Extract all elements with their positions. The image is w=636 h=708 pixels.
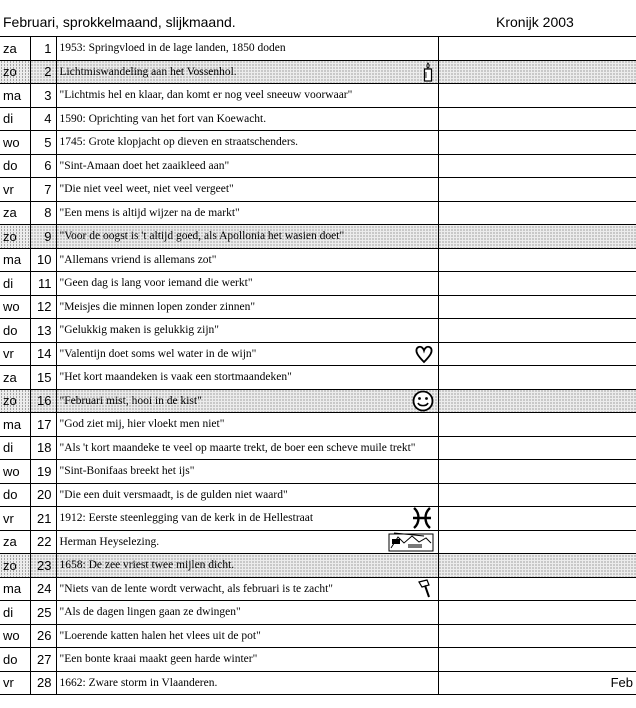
- day-row: [0, 601, 636, 625]
- notes-cell: [438, 84, 636, 108]
- day-entry: [56, 366, 438, 390]
- day-number: 15: [30, 366, 56, 390]
- day-entry: [56, 107, 438, 131]
- day-entry: [56, 624, 438, 648]
- day-number: 11: [30, 272, 56, 296]
- weekday-label: di: [0, 107, 30, 131]
- notes-cell: [438, 272, 636, 296]
- weekday-label: di: [0, 436, 30, 460]
- weekday-label: ma: [0, 84, 30, 108]
- day-entry-text: 1953: Springvloed in de lage landen, 1850 doden: [59, 42, 286, 55]
- day-row: [0, 272, 636, 296]
- day-number: 22: [30, 530, 56, 554]
- day-entry: [56, 178, 438, 202]
- day-entry-text: 1912: Eerste steenlegging van de kerk in de Hellestraat: [59, 512, 314, 525]
- weekday-label: vr: [0, 178, 30, 202]
- day-entry: [56, 60, 438, 84]
- day-entry-text: "Sint-Bonifaas breekt het ijs": [59, 465, 195, 478]
- day-entry: [56, 37, 438, 61]
- notes-cell: [438, 460, 636, 484]
- notes-cell: [438, 577, 636, 601]
- weekday-label: zo: [0, 60, 30, 84]
- weekday-label: ma: [0, 413, 30, 437]
- notes-cell: [438, 554, 636, 578]
- notes-cell: [438, 178, 636, 202]
- notes-cell: [438, 436, 636, 460]
- weekday-label: do: [0, 648, 30, 672]
- day-entry: [56, 530, 438, 554]
- day-number: 27: [30, 648, 56, 672]
- day-row: [0, 413, 636, 437]
- day-entry: [56, 201, 438, 225]
- day-entry-text: "Gelukkig maken is gelukkig zijn": [59, 324, 220, 337]
- day-number: 8: [30, 201, 56, 225]
- day-number: 20: [30, 483, 56, 507]
- day-number: 5: [30, 131, 56, 155]
- weekday-label: wo: [0, 131, 30, 155]
- notes-cell: [438, 225, 636, 249]
- weekday-label: wo: [0, 460, 30, 484]
- day-row: [0, 201, 636, 225]
- notes-cell: [438, 671, 636, 695]
- day-row: [0, 225, 636, 249]
- day-row: [0, 460, 636, 484]
- notes-cell: [438, 37, 636, 61]
- weekday-label: do: [0, 483, 30, 507]
- day-row: [0, 107, 636, 131]
- weekday-label: za: [0, 37, 30, 61]
- notes-cell: [438, 295, 636, 319]
- day-entry: [56, 272, 438, 296]
- day-row: [0, 554, 636, 578]
- notes-cell: [438, 413, 636, 437]
- notes-cell: [438, 201, 636, 225]
- day-entry-text: "Lichtmis hel en klaar, dan komt er nog veel sneeuw voorwaar": [59, 89, 353, 102]
- day-row: [0, 624, 636, 648]
- weekday-label: vr: [0, 507, 30, 531]
- day-number: 12: [30, 295, 56, 319]
- weekday-label: za: [0, 366, 30, 390]
- weekday-label: zo: [0, 225, 30, 249]
- day-entry: [56, 84, 438, 108]
- day-entry: [56, 577, 438, 601]
- day-entry-text: 1658: De zee vriest twee mijlen dicht.: [59, 559, 235, 572]
- ticket-icon: [388, 531, 434, 553]
- day-number: 7: [30, 178, 56, 202]
- day-entry-text: "Meisjes die minnen lopen zonder zinnen": [59, 300, 256, 313]
- day-entry-text: "Het kort maandeken is vaak een stortmaandeken": [59, 371, 292, 384]
- notes-cell: [438, 107, 636, 131]
- day-row: [0, 436, 636, 460]
- day-number: 14: [30, 342, 56, 366]
- day-entry-text: "Februari mist, hooi in de kist": [59, 394, 202, 407]
- pisces-icon: [410, 507, 434, 531]
- weekday-label: vr: [0, 671, 30, 695]
- day-entry-text: "Sint-Amaan doet het zaaikleed aan": [59, 159, 230, 172]
- weekday-label: vr: [0, 342, 30, 366]
- day-number: 9: [30, 225, 56, 249]
- day-number: 1: [30, 37, 56, 61]
- day-entry: [56, 319, 438, 343]
- notes-cell: [438, 389, 636, 413]
- notes-cell: [438, 648, 636, 672]
- day-entry: [56, 436, 438, 460]
- day-entry: [56, 601, 438, 625]
- weekday-label: zo: [0, 389, 30, 413]
- notes-cell: [438, 624, 636, 648]
- day-row: [0, 671, 636, 695]
- day-entry: [56, 131, 438, 155]
- day-entry-text: 1662: Zware storm in Vlaanderen.: [59, 676, 218, 689]
- day-number: 4: [30, 107, 56, 131]
- day-entry-text: "Een bonte kraai maakt geen harde winter": [59, 653, 258, 666]
- hammer-icon: [416, 579, 434, 599]
- day-entry: [56, 248, 438, 272]
- day-entry: [56, 295, 438, 319]
- day-number: 24: [30, 577, 56, 601]
- day-number: 19: [30, 460, 56, 484]
- notes-cell: [438, 60, 636, 84]
- day-entry-text: "God ziet mij, hier vloekt men niet": [59, 418, 225, 431]
- day-entry-text: "Allemans vriend is allemans zot": [59, 253, 217, 266]
- weekday-label: zo: [0, 554, 30, 578]
- notes-cell: [438, 601, 636, 625]
- day-entry: [56, 389, 438, 413]
- weekday-label: ma: [0, 248, 30, 272]
- notes-cell: [438, 319, 636, 343]
- day-entry-text: "Voor de oogst is 't altijd goed, als Apollonia het wasien doet": [59, 230, 345, 243]
- weekday-label: do: [0, 154, 30, 178]
- day-row: [0, 389, 636, 413]
- day-number: 26: [30, 624, 56, 648]
- day-row: [0, 507, 636, 531]
- day-entry-text: "Niets van de lente wordt verwacht, als februari is te zacht": [59, 582, 333, 595]
- weekday-label: wo: [0, 624, 30, 648]
- day-row: [0, 248, 636, 272]
- day-number: 3: [30, 84, 56, 108]
- day-number: 25: [30, 601, 56, 625]
- smiley-icon: [412, 390, 434, 412]
- day-entry: [56, 671, 438, 695]
- notes-cell: [438, 248, 636, 272]
- day-row: [0, 648, 636, 672]
- day-number: 21: [30, 507, 56, 531]
- candle-icon: [422, 62, 434, 82]
- day-row: [0, 319, 636, 343]
- day-row: [0, 37, 636, 61]
- month-footer-label: Feb: [610, 675, 633, 691]
- notes-cell: [438, 131, 636, 155]
- notes-cell: [438, 530, 636, 554]
- day-number: 10: [30, 248, 56, 272]
- day-number: 23: [30, 554, 56, 578]
- day-entry: [56, 507, 438, 531]
- notes-cell: [438, 483, 636, 507]
- day-entry: [56, 154, 438, 178]
- day-row: [0, 178, 636, 202]
- day-row: [0, 60, 636, 84]
- day-entry-text: "Als de dagen lingen gaan ze dwingen": [59, 606, 241, 619]
- page-title: Februari, sprokkelmaand, slijkmaand.: [3, 14, 236, 30]
- day-entry-text: "Als 't kort maandeke te veel op maarte trekt, de boer een scheve muile trekt": [59, 441, 416, 454]
- day-row: [0, 530, 636, 554]
- day-entry-text: "Een mens is altijd wijzer na de markt": [59, 206, 240, 219]
- day-row: [0, 154, 636, 178]
- day-entry-text: "Die niet veel weet, niet veel vergeet": [59, 183, 234, 196]
- day-number: 6: [30, 154, 56, 178]
- day-number: 13: [30, 319, 56, 343]
- day-entry-text: 1745: Grote klopjacht op dieven en straatschenders.: [59, 136, 299, 149]
- day-entry: [56, 460, 438, 484]
- day-entry: [56, 554, 438, 578]
- day-entry-text: "Geen dag is lang voor iemand die werkt": [59, 277, 253, 290]
- day-row: [0, 483, 636, 507]
- day-entry: [56, 225, 438, 249]
- day-entry-text: Lichtmiswandeling aan het Vossenhol.: [59, 65, 237, 78]
- day-row: [0, 131, 636, 155]
- day-row: [0, 366, 636, 390]
- notes-cell: [438, 342, 636, 366]
- day-number: 17: [30, 413, 56, 437]
- notes-cell: [438, 154, 636, 178]
- weekday-label: do: [0, 319, 30, 343]
- weekday-label: ma: [0, 577, 30, 601]
- day-row: [0, 577, 636, 601]
- day-row: [0, 342, 636, 366]
- calendar-table: [0, 36, 636, 695]
- heart-icon: [414, 344, 434, 364]
- year-label: Kronijk 2003: [496, 14, 574, 30]
- day-entry: [56, 413, 438, 437]
- day-entry: [56, 342, 438, 366]
- weekday-label: di: [0, 601, 30, 625]
- day-entry-text: "Loerende katten halen het vlees uit de pot": [59, 629, 261, 642]
- day-entry-text: Herman Heyselezing.: [59, 535, 160, 548]
- weekday-label: di: [0, 272, 30, 296]
- notes-cell: [438, 366, 636, 390]
- day-number: 28: [30, 671, 56, 695]
- weekday-label: za: [0, 201, 30, 225]
- day-entry-text: "Valentijn doet soms wel water in de wijn": [59, 347, 257, 360]
- day-number: 18: [30, 436, 56, 460]
- calendar-body: [0, 37, 636, 695]
- weekday-label: za: [0, 530, 30, 554]
- day-entry: [56, 648, 438, 672]
- page-header: [0, 0, 636, 36]
- notes-cell: [438, 507, 636, 531]
- weekday-label: wo: [0, 295, 30, 319]
- day-entry-text: 1590: Oprichting van het fort van Koewacht.: [59, 112, 267, 125]
- day-entry-text: "Die een duit versmaadt, is de gulden niet waard": [59, 488, 288, 501]
- day-number: 16: [30, 389, 56, 413]
- day-row: [0, 84, 636, 108]
- day-entry: [56, 483, 438, 507]
- day-number: 2: [30, 60, 56, 84]
- day-row: [0, 295, 636, 319]
